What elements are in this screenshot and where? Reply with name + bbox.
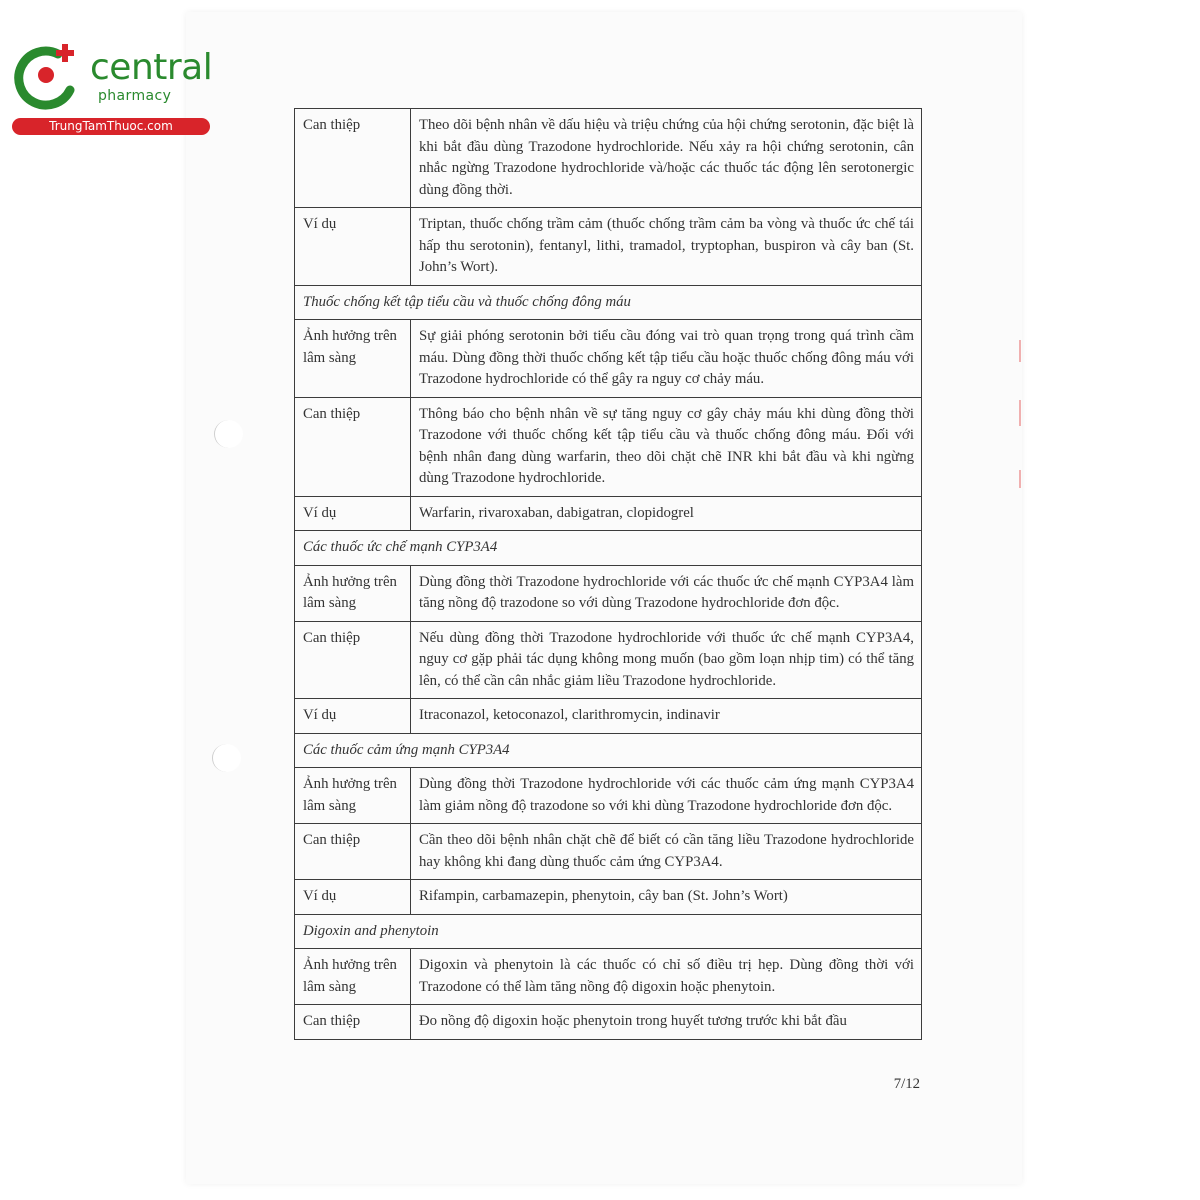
row-text: Thông báo cho bệnh nhân về sự tăng nguy cơ gây chảy máu khi dùng đồng thời Trazodone với thuốc chống kết tập tiểu cầu và thuốc chống đông máu. Đối với bệnh nhân đang dùng warfarin, theo dõi chặt chẽ INR khi bắt đầu và khi ngừng dùng Trazodone hydrochloride. — [411, 397, 922, 496]
row-label: Ảnh hưởng trên lâm sàng — [295, 320, 411, 398]
table-row — [295, 699, 922, 734]
row-label: Can thiệp — [295, 824, 411, 880]
drug-interaction-table — [294, 108, 922, 1040]
row-label: Ví dụ — [295, 208, 411, 286]
table-row — [295, 565, 922, 621]
section-header-row — [295, 733, 922, 768]
central-pharmacy-logo — [10, 38, 215, 138]
binder-hole — [214, 420, 243, 448]
section-header-row — [295, 285, 922, 320]
table-row — [295, 824, 922, 880]
row-label: Can thiệp — [295, 397, 411, 496]
row-text: Nếu dùng đồng thời Trazodone hydrochloride với thuốc ức chế mạnh CYP3A4, nguy cơ gặp phải tác dụng không mong muốn (bao gồm loạn nhịp tim) có thể tăng lên, có thể cần cân nhắc giảm liều Trazodone hydrochloride. — [411, 621, 922, 699]
row-label: Ví dụ — [295, 496, 411, 531]
row-text: Dùng đồng thời Trazodone hydrochloride với các thuốc ức chế mạnh CYP3A4 làm tăng nồng độ trazodone so với dùng Trazodone hydrochloride đơn độc. — [411, 565, 922, 621]
binder-hole — [212, 744, 241, 772]
row-text: Sự giải phóng serotonin bởi tiểu cầu đóng vai trò quan trọng trong quá trình cầm máu. Dùng đồng thời thuốc chống kết tập tiểu cầu hoặc thuốc chống đông máu với Trazodone hydrochloride có thể gây ra nguy cơ chảy máu. — [411, 320, 922, 398]
table-row — [295, 496, 922, 531]
table-row — [295, 621, 922, 699]
scan-mark — [1019, 340, 1021, 362]
table-row — [295, 880, 922, 915]
page-number: 7/12 — [893, 1076, 920, 1092]
table-row — [295, 1005, 922, 1040]
row-text: Itraconazol, ketoconazol, clarithromycin, indinavir — [411, 699, 922, 734]
table-row — [295, 397, 922, 496]
row-text: Cần theo dõi bệnh nhân chặt chẽ để biết có cần tăng liều Trazodone hydrochloride hay không khi đang dùng thuốc cảm ứng CYP3A4. — [411, 824, 922, 880]
row-label: Ảnh hưởng trên lâm sàng — [295, 565, 411, 621]
row-label: Can thiệp — [295, 1005, 411, 1040]
row-text: Digoxin và phenytoin là các thuốc có chỉ số điều trị hẹp. Dùng đồng thời với Trazodone có thể làm tăng nồng độ digoxin hoặc phenytoin. — [411, 949, 922, 1005]
row-label: Can thiệp — [295, 109, 411, 208]
row-label: Ví dụ — [295, 880, 411, 915]
table-row — [295, 208, 922, 286]
section-title: Digoxin and phenytoin — [295, 914, 922, 949]
table-row — [295, 949, 922, 1005]
row-label: Ảnh hưởng trên lâm sàng — [295, 768, 411, 824]
row-text: Warfarin, rivaroxaban, dabigatran, clopidogrel — [411, 496, 922, 531]
cross-c-logo-icon — [10, 38, 84, 112]
row-text: Triptan, thuốc chống trầm cảm (thuốc chống trầm cảm ba vòng và thuốc ức chế tái hấp thu serotonin), fentanyl, lithi, tramadol, tryptophan, buspiron và cây ban (St. John’s Wort). — [411, 208, 922, 286]
section-header-row — [295, 914, 922, 949]
row-label: Ảnh hưởng trên lâm sàng — [295, 949, 411, 1005]
row-text: Theo dõi bệnh nhân về dấu hiệu và triệu chứng của hội chứng serotonin, đặc biệt là khi bắt đầu dùng Trazodone hydrochloride. Nếu xảy ra hội chứng serotonin, cân nhắc ngừng Trazodone hydrochloride và/hoặc các thuốc tác động lên serotonergic dùng đồng thời. — [411, 109, 922, 208]
section-title: Thuốc chống kết tập tiểu cầu và thuốc chống đông máu — [295, 285, 922, 320]
section-title: Các thuốc cảm ứng mạnh CYP3A4 — [295, 733, 922, 768]
row-label: Can thiệp — [295, 621, 411, 699]
brand-subtitle: pharmacy — [98, 88, 172, 104]
section-title: Các thuốc ức chế mạnh CYP3A4 — [295, 531, 922, 566]
scan-mark — [1019, 470, 1021, 488]
section-header-row — [295, 531, 922, 566]
table-row — [295, 320, 922, 398]
row-text: Dùng đồng thời Trazodone hydrochloride với các thuốc cảm ứng mạnh CYP3A4 làm giảm nồng độ trazodone so với khi dùng Trazodone hydrochloride đơn độc. — [411, 768, 922, 824]
row-text: Đo nồng độ digoxin hoặc phenytoin trong huyết tương trước khi bắt đầu — [411, 1005, 922, 1040]
brand-website: TrungTamThuoc.com — [12, 118, 210, 135]
brand-name: central — [90, 47, 213, 88]
table-row — [295, 768, 922, 824]
row-label: Ví dụ — [295, 699, 411, 734]
table-row — [295, 109, 922, 208]
row-text: Rifampin, carbamazepin, phenytoin, cây ban (St. John’s Wort) — [411, 880, 922, 915]
scan-mark — [1019, 400, 1021, 426]
